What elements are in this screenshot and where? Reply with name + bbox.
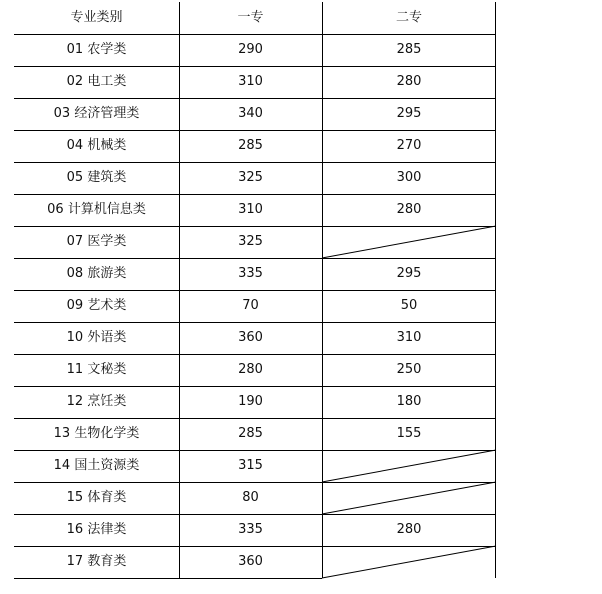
category-cell: 03 经济管理类 xyxy=(53,106,140,121)
table-row xyxy=(14,130,496,162)
row-divider xyxy=(14,482,496,483)
table-row xyxy=(14,322,496,354)
header-category: 专业类别 xyxy=(70,10,123,25)
tier1-score-cell: 325 xyxy=(238,170,263,185)
category-cell: 08 旅游类 xyxy=(66,266,127,281)
row-divider xyxy=(14,226,496,227)
table-row xyxy=(14,386,496,418)
table-header xyxy=(14,2,496,34)
tier1-score-cell: 315 xyxy=(238,458,263,473)
column-divider xyxy=(322,2,323,578)
category-cell: 15 体育类 xyxy=(66,490,127,505)
row-divider xyxy=(14,450,496,451)
header-tier1: 一专 xyxy=(237,10,264,25)
category-cell: 12 烹饪类 xyxy=(66,394,127,409)
row-divider xyxy=(14,514,496,515)
category-cell: 13 生物化学类 xyxy=(53,426,140,441)
row-divider xyxy=(14,66,496,67)
category-cell: 10 外语类 xyxy=(66,330,127,345)
row-divider xyxy=(14,162,496,163)
tier2-score-cell: 280 xyxy=(396,202,422,217)
tier2-score-cell: 270 xyxy=(396,138,422,153)
table-row xyxy=(14,66,496,98)
category-cell: 02 电工类 xyxy=(66,74,127,89)
row-divider xyxy=(14,194,496,195)
row-divider xyxy=(14,418,496,419)
row-divider xyxy=(14,386,496,387)
empty-cell-slash xyxy=(322,450,496,482)
table-row xyxy=(14,418,496,450)
column-divider xyxy=(495,2,496,578)
category-cell: 17 教育类 xyxy=(66,554,127,569)
tier2-score-cell: 280 xyxy=(396,74,422,89)
table-row xyxy=(14,34,496,66)
category-cell: 05 建筑类 xyxy=(66,170,127,185)
category-cell: 07 医学类 xyxy=(66,234,127,249)
tier1-score-cell: 190 xyxy=(238,394,263,409)
tier1-score-cell: 280 xyxy=(238,362,263,377)
tier2-score-cell: 295 xyxy=(396,106,422,121)
row-divider xyxy=(14,322,496,323)
table-row xyxy=(14,98,496,130)
row-divider xyxy=(14,98,496,99)
tier1-score-cell: 285 xyxy=(238,138,263,153)
tier1-score-cell: 335 xyxy=(238,522,263,537)
tier2-score-cell: 295 xyxy=(396,266,422,281)
tier1-score-cell: 340 xyxy=(238,106,263,121)
tier1-score-cell: 335 xyxy=(238,266,263,281)
tier1-score-cell: 310 xyxy=(238,202,263,217)
category-cell: 09 艺术类 xyxy=(66,298,127,313)
table-row xyxy=(14,194,496,226)
table-row xyxy=(14,226,496,258)
tier2-score-cell: 50 xyxy=(400,298,418,313)
category-cell: 16 法律类 xyxy=(66,522,127,537)
tier2-score-cell: 180 xyxy=(396,394,422,409)
row-divider xyxy=(14,130,496,131)
tier1-score-cell: 290 xyxy=(238,42,263,57)
table-row xyxy=(14,546,496,578)
empty-cell-slash xyxy=(322,226,496,258)
table-row xyxy=(14,290,496,322)
table-row xyxy=(14,482,496,514)
table-row xyxy=(14,354,496,386)
category-cell: 04 机械类 xyxy=(66,138,127,153)
category-cell: 11 文秘类 xyxy=(66,362,127,377)
row-divider xyxy=(14,578,322,579)
tier1-score-cell: 360 xyxy=(238,330,263,345)
tier1-score-cell: 70 xyxy=(242,298,259,313)
row-divider xyxy=(14,290,496,291)
header-tier2: 二专 xyxy=(395,10,422,25)
row-divider xyxy=(14,354,496,355)
tier1-score-cell: 360 xyxy=(238,554,263,569)
category-cell: 06 计算机信息类 xyxy=(47,202,146,217)
tier2-score-cell: 280 xyxy=(396,522,422,537)
category-cell: 14 国土资源类 xyxy=(53,458,140,473)
tier1-score-cell: 80 xyxy=(242,490,259,505)
tier2-score-cell: 250 xyxy=(396,362,422,377)
tier1-score-cell: 285 xyxy=(238,426,263,441)
empty-cell-slash xyxy=(322,482,496,514)
tier1-score-cell: 310 xyxy=(238,74,263,89)
tier2-score-cell: 155 xyxy=(396,426,422,441)
tier2-score-cell: 285 xyxy=(396,42,422,57)
row-divider xyxy=(14,546,496,547)
table-row xyxy=(14,514,496,546)
table-row xyxy=(14,450,496,482)
category-cell: 01 农学类 xyxy=(66,42,127,57)
row-divider xyxy=(14,258,496,259)
empty-cell-slash xyxy=(322,546,496,578)
tier1-score-cell: 325 xyxy=(238,234,263,249)
row-divider xyxy=(14,34,496,35)
table-row xyxy=(14,162,496,194)
tier2-score-cell: 310 xyxy=(396,330,422,345)
column-divider xyxy=(179,2,180,578)
table-row xyxy=(14,258,496,290)
tier2-score-cell: 300 xyxy=(396,170,422,185)
